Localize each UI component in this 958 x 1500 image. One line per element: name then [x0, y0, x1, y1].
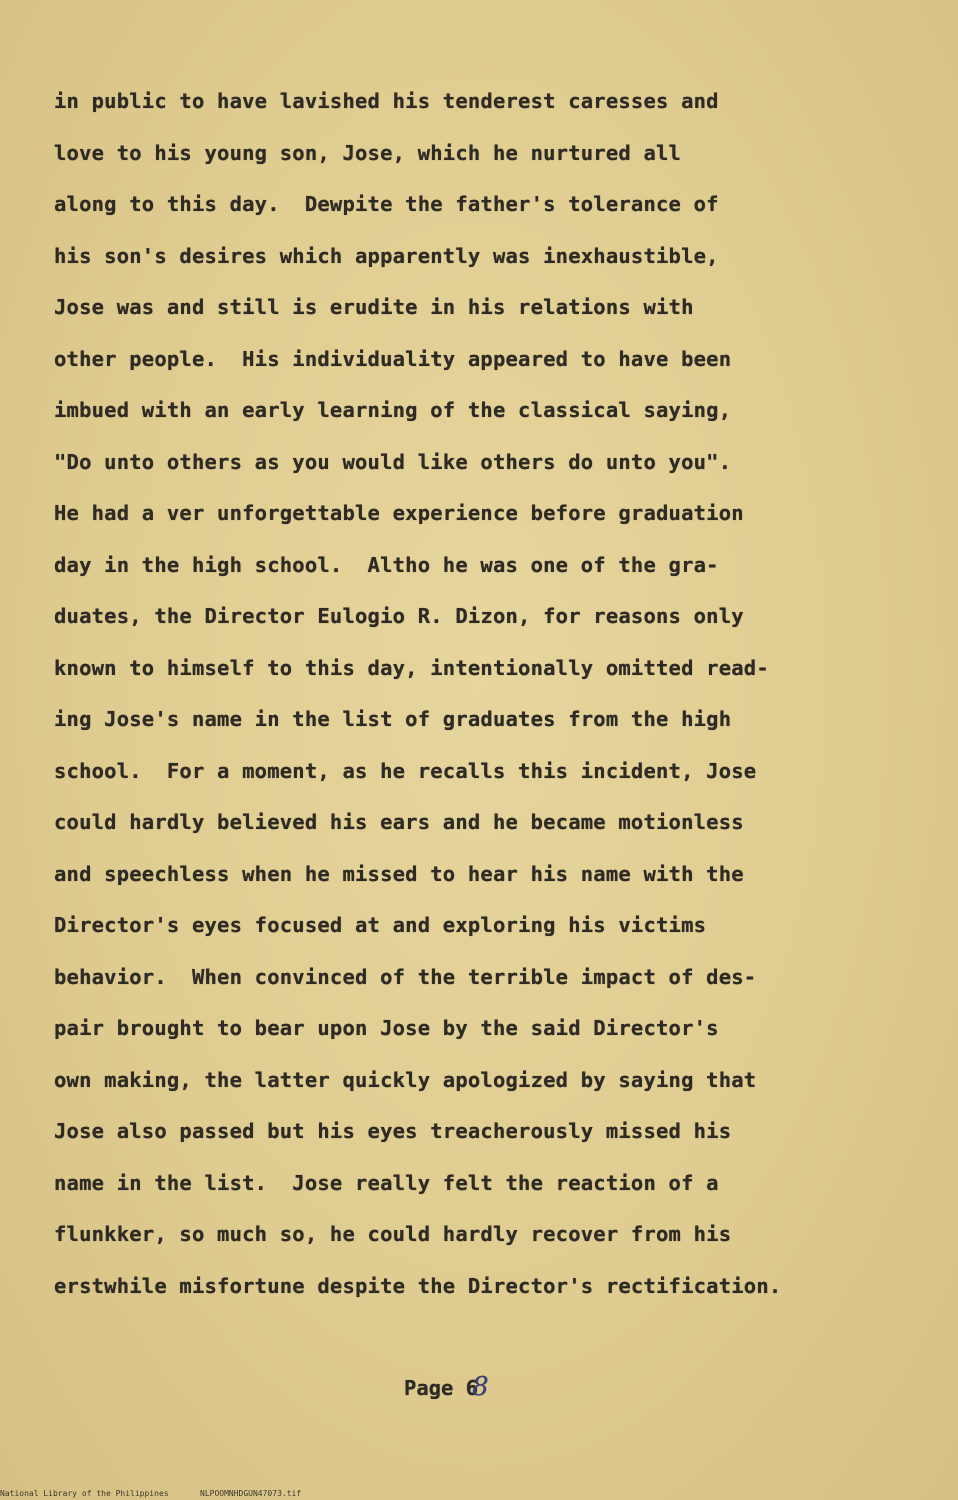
text-line: erstwhile misfortune despite the Director's rectification.	[54, 1273, 782, 1298]
text-line: pair brought to bear upon Jose by the said Director's	[54, 1016, 719, 1040]
text-line: imbued with an early learning of the classical saying,	[54, 398, 732, 422]
footer-library: National Library of the Philippines	[0, 1489, 169, 1498]
handwritten-page-digit: 8	[472, 1372, 489, 1402]
body-text	[54, 76, 934, 1312]
text-line: in public to have lavished his tenderest caresses and	[54, 89, 719, 113]
text-line: and speechless when he missed to hear his name with the	[54, 861, 744, 886]
text-line: along to this day. Dewpite the father's tolerance of	[54, 192, 719, 216]
text-line: ing Jose's name in the list of graduates from the high	[54, 707, 732, 731]
text-line: his son's desires which apparently was inexhaustible,	[54, 243, 719, 268]
text-line: could hardly believed his ears and he became motionless	[54, 810, 744, 834]
text-line: own making, the latter quickly apologized by saying that	[54, 1067, 757, 1092]
text-line: He had a ver unforgettable experience before graduation	[54, 501, 744, 525]
text-line: known to himself to this day, intentionally omitted read-	[54, 655, 769, 680]
text-line: "Do unto others as you would like others do unto you".	[54, 449, 732, 474]
text-line: day in the high school. Altho he was one of the gra-	[54, 552, 719, 577]
text-line: school. For a moment, as he recalls this incident, Jose	[54, 758, 757, 783]
text-line: Director's eyes focused at and exploring his victims	[54, 913, 707, 937]
text-line: flunkker, so much so, he could hardly recover from his	[54, 1222, 732, 1246]
page-label: Page 6	[404, 1376, 479, 1400]
text-line: behavior. When convinced of the terrible impact of des-	[54, 964, 757, 989]
footer-filename: NLPOOMNHDGUN47073.tif	[200, 1489, 302, 1498]
text-line: duates, the Director Eulogio R. Dizon, for reasons only	[54, 604, 744, 628]
text-line: love to his young son, Jose, which he nurtured all	[54, 140, 682, 165]
text-line: other people. His individuality appeared to have been	[54, 346, 732, 371]
text-line: Jose also passed but his eyes treacherously missed his	[54, 1119, 732, 1143]
text-line: name in the list. Jose really felt the reaction of a	[54, 1170, 719, 1195]
text-line: Jose was and still is erudite in his relations with	[54, 295, 694, 319]
page-number	[404, 1372, 489, 1402]
scan-footer	[0, 1462, 958, 1498]
